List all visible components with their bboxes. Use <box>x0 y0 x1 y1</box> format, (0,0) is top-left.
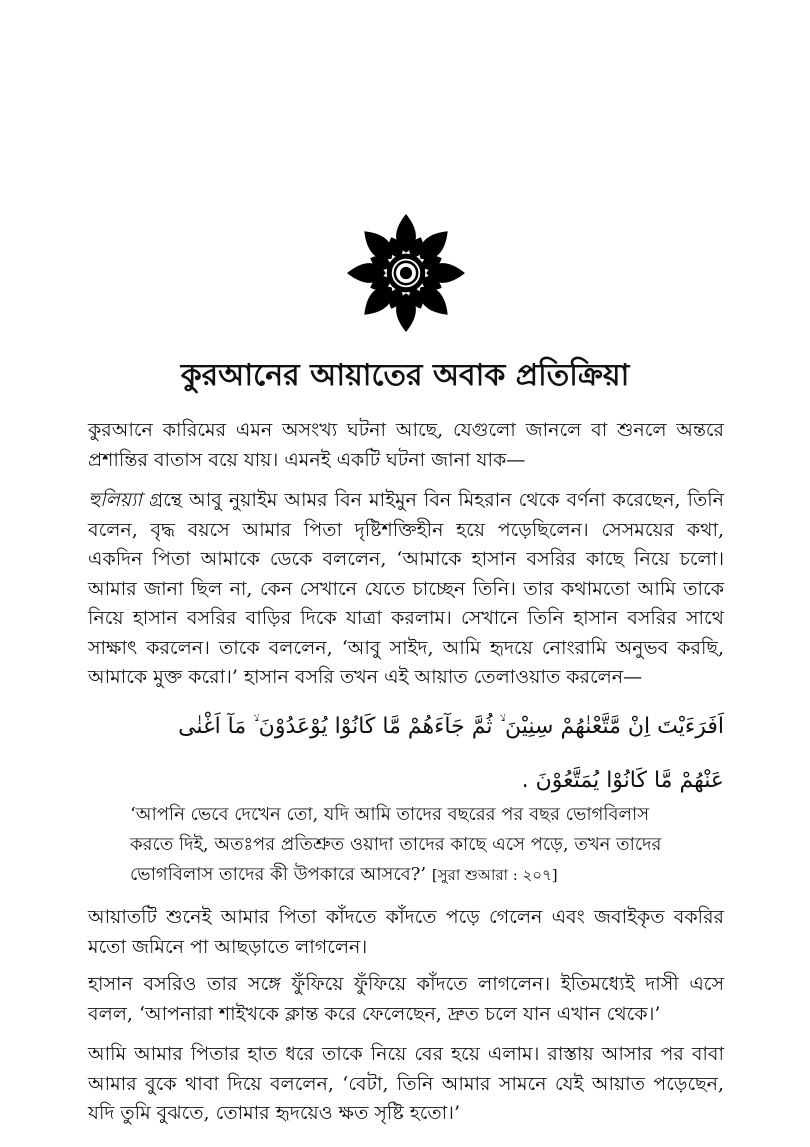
verse-reference: [সুরা শুআরা : ২০৭] <box>431 866 558 884</box>
hasan-reaction-paragraph: হাসান বসরিও তার সঙ্গে ফুঁফিয়ে ফুঁফিয়ে কাঁদতে লাগলেন। ইতিমধ্যেই দাসী এসে বলল, ‘আপনারা শাইখকে ক্লান্ত করে ফেলেছেন, দ্রুত চলে যান এখান থেকে।’ <box>88 973 724 1025</box>
source-book-name: হুলিয়্যা <box>88 489 142 511</box>
quran-verse-arabic: اَفَرَءَيْتَ اِنْ مَّتَّعْنٰهُمْ سِنِيْنَ ۙ ثُمَّ جَآءَهُمْ مَّا كَانُوْا يُوْعَدُوْنَ ۙ مَآ اَغْنٰى عَنْهُمْ مَّا كَانُوْا يُمَتَّعُوْنَ . <box>178 714 724 793</box>
closing-paragraph: আমি আমার পিতার হাত ধরে তাকে নিয়ে বের হয়ে এলাম। রাস্তায় আসার পর বাবা আমার বুকে থাবা দিয়ে বললেন, ‘বেটা, তিনি আমার সামনে যেই আয়াত পড়েছেন, যদি তুমি বুঝতে, তোমার হৃদয়েও ক্ষত সৃষ্টি হতো।’ <box>88 1043 724 1124</box>
verse-translation <box>130 800 690 890</box>
translation-text: ‘আপনি ভেবে দেখেন তো, যদি আমি তাদের বছরের পর বছর ভোগবিলাস করতে দিই, অতঃপর প্রতিশ্রুত ওয়াদা তাদের কাছে এসে পড়ে, তখন তাদের ভোগবিলাস তাদের কী উপকারে আসবে?’ <box>130 804 662 885</box>
intro-paragraph: কুরআনে কারিমের এমন অসংখ্য ঘটনা আছে, যেগুলো জানলে বা শুনলে অন্তরে প্রশান্তির বাতাস বয়ে যায়। এমনই একটি ঘটনা জানা যাক— <box>88 419 724 471</box>
story-paragraph <box>88 486 724 693</box>
chapter-title: কুরআনের আয়াতের অবাক প্রতিক্রিয়া <box>180 358 630 393</box>
story-text: গ্রন্থে আবু নুয়াইম আমর বিন মাইমুন বিন মিহরান থেকে বর্ণনা করেছেন, তিনি বলেন, বৃদ্ধ বয়সে আমার পিতা দৃষ্টিশক্তিহীন হয়ে পড়েছিলেন। সেসময়ের কথা, একদিন পিতা আমাকে ডেকে বললেন, ‘আমাকে হাসান বসরির কাছে নিয়ে চলো। আমার জানা ছিল না, কেন সেখানে যেতে চাচ্ছেন তিনি। তার কথামতো আমি তাকে নিয়ে হাসান বসরির বাড়ির দিকে যাত্রা করলাম। সেখানে তিনি হাসান বসরির সাথে সাক্ষাৎ করলেন। তাকে বললেন, ‘আবু সাইদ, আমি হৃদয়ে নোংরামি অনুভব করছি, আমাকে মুক্ত করো।’ হাসান বসরি তখন এই আয়াত তেলাওয়াত করলেন— <box>88 489 724 688</box>
father-reaction-paragraph: আয়াতটি শুনেই আমার পিতা কাঁদতে কাঁদতে পড়ে গেলেন এবং জবাইকৃত বকরির মতো জমিনে পা আছড়াতে লাগলেন। <box>88 906 724 958</box>
lotus-flower-ornament-icon <box>345 212 467 334</box>
